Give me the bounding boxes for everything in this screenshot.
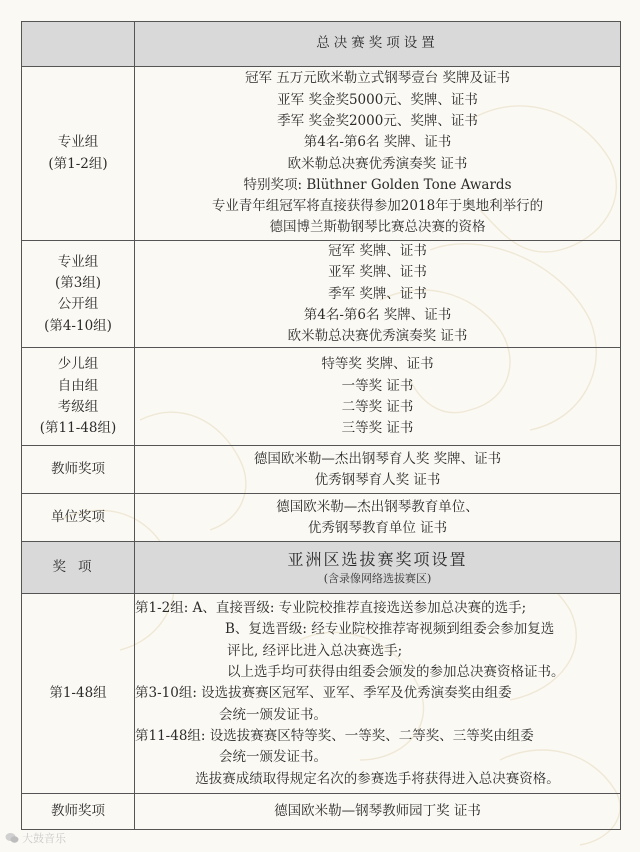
asia-line: 以上选手均可获得由组委会颁发的参加总决赛资格证书。 [227,664,565,681]
final-header-blank [22,22,135,67]
table-row [22,348,621,446]
award-line: 三等奖 证书 [341,420,414,437]
award-line: 季军 奖金奖2000元、奖牌、证书 [277,112,478,129]
row-content: 德国欧米勒—钢琴教师园丁奖 证书 [135,794,621,830]
row-label-line: 单位奖项 [51,509,105,526]
row-label: 教师奖项 [22,794,135,830]
table-row [22,241,621,348]
final-header-row [22,22,621,67]
award-line: 特等奖 奖牌、证书 [321,356,434,373]
award-line: 德国博兰斯勒钢琴比赛总决赛的资格 [269,219,486,236]
row-content [135,348,621,446]
row-label [22,348,135,446]
award-line: 欧米勒总决赛优秀演奏奖 证书 [287,155,468,172]
table-row [22,494,621,542]
row-label-line: 教师奖项 [51,461,105,478]
row-label: 第1-48组 [22,594,135,794]
watermark [5,830,66,846]
award-line: 亚军 奖牌、证书 [328,264,427,281]
award-line: 德国欧米勒—杰出钢琴育人奖 奖牌、证书 [253,450,502,467]
row-label-line: 专业组 [57,134,99,151]
table-row [22,446,621,494]
award-line: 欧米勒总决赛优秀演奏奖 证书 [287,328,468,345]
award-line: 专业青年组冠军将直接获得参加2018年于奥地利举行的 [211,198,544,215]
award-line: 优秀钢琴育人奖 证书 [314,471,441,488]
row-content [135,494,621,542]
award-line: 季军 奖牌、证书 [328,285,427,302]
table-row [22,67,621,241]
asia-title: 亚洲区选拔赛奖项设置 [287,550,468,570]
row-label-line: (第1-2组) [48,155,108,172]
row-label-line: 考级组 [57,398,99,415]
award-line: 第4名-第6名 奖牌、证书 [303,134,452,151]
row-label-line: 专业组 [57,253,99,270]
asia-header [135,542,621,594]
row-label [22,494,135,542]
row-content [135,67,621,241]
award-line: 一等奖 证书 [341,377,414,394]
award-line: 德国欧米勒—杰出钢琴教育单位、 [276,498,479,515]
row-label [22,241,135,348]
asia-header-row [22,542,621,594]
row-label [22,67,135,241]
row-label-line: (第3组) [54,274,102,291]
asia-line: 会统一颁发证书。 [219,706,327,723]
row-label-line: 自由组 [57,377,99,394]
table-row [22,594,621,794]
award-line: 冠军 奖牌、证书 [328,243,427,259]
asia-line: 评比, 经评比进入总决赛选手; [227,642,403,659]
row-label [22,446,135,494]
asia-line: 第11-48组: 设选拔赛赛区特等奖、一等奖、二等奖、三等奖由组委 [135,727,534,744]
final-title: 总决赛奖项设置 [135,22,621,67]
award-line: 冠军 五万元欧米勒立式钢琴壹台 奖牌及证书 [244,70,511,87]
award-line: 优秀钢琴教育单位 证书 [307,519,448,536]
row-content [135,446,621,494]
asia-line: B、复选晋级: 经专业院校推荐寄视频到组委会参加复选 [225,621,555,638]
awards-table [21,21,621,830]
asia-left-header: 奖项 [22,542,135,594]
row-content [135,241,621,348]
wechat-icon [5,832,19,844]
asia-line: 第1-2组: A、直接晋级: 专业院校推荐直接选送参加总决赛的选手; [135,600,527,617]
row-label-line: 公开组 [57,296,99,313]
award-line: 特别奖项: Blüthner Golden Tone Awards [243,176,512,193]
asia-subtitle: (含录像网络选拔赛区) [323,571,432,585]
row-label-line: 少儿组 [57,356,99,373]
watermark-text: 大鼓音乐 [22,832,66,845]
row-content [135,594,621,794]
award-line: 第4名-第6名 奖牌、证书 [303,306,452,323]
award-line: 亚军 奖金奖5000元、奖牌、证书 [277,91,478,108]
row-label-line: (第11-48组) [39,420,117,437]
award-line: 二等奖 证书 [341,398,414,415]
table-row [22,794,621,830]
row-label-line: (第4-10组) [44,317,112,334]
asia-line: 第3-10组: 设选拔赛赛区冠军、亚军、季军及优秀演奏奖由组委 [135,685,512,702]
asia-line: 会统一颁发证书。 [219,749,327,766]
asia-line: 选拔赛成绩取得规定名次的参赛选手将获得进入总决赛资格。 [195,770,560,787]
